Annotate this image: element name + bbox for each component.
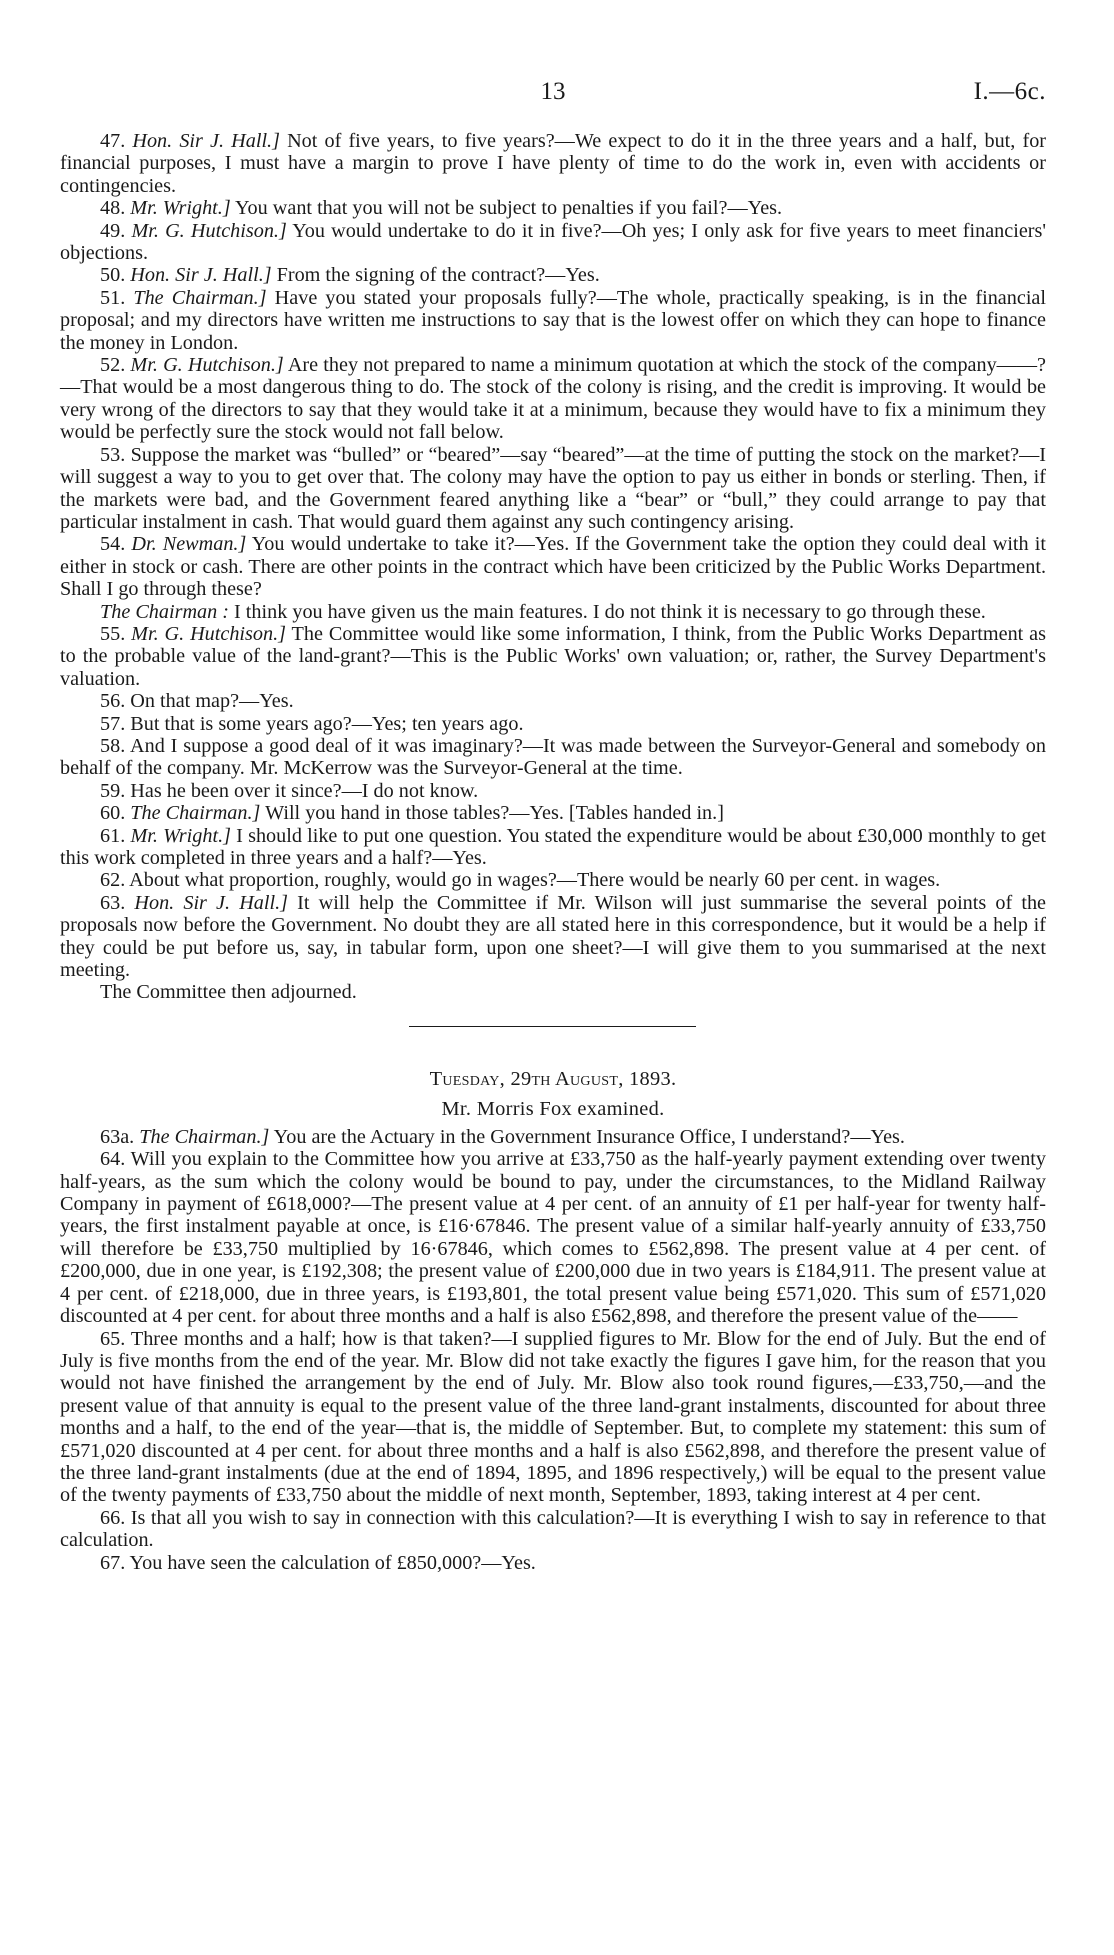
section-break	[60, 1004, 1046, 1044]
speaker: The Chairman.]	[133, 286, 267, 309]
paragraph-text: You want that you will not be subject to penalties if you fail?—Yes.	[230, 197, 783, 220]
paragraph-text: Suppose the market was “bulled” or “beared”—say “beared”—at the time of putting the stock on the market?—I will suggest a way to you to get over that. The colony may have the option to pay us either in bonds or sterling. Then, if the markets were bad, and the Government feared anything like a “bear” or “bull,” they could arrange to pay that particular instalment in cash. That would guard them against any such contingency arising.	[60, 443, 1047, 533]
evidence-paragraph	[60, 780, 1046, 802]
paragraph-text: And I suppose a good deal of it was imaginary?—It was made between the Surveyor-General and somebody on behalf of the company. Mr. McKerrow was the Surveyor-General at the time.	[60, 734, 1046, 780]
evidence-paragraph	[60, 1552, 1046, 1574]
speaker: Mr. G. Hutchison.]	[131, 622, 286, 645]
horizontal-rule	[409, 1026, 696, 1027]
paragraph-text: You would undertake to do it in five?—Oh yes; I only ask for five years to meet financiers' objections.	[60, 219, 1046, 265]
question-number: 52.	[100, 354, 131, 377]
evidence-section-2	[60, 1126, 1046, 1574]
speaker: Mr. Wright.]	[130, 824, 231, 847]
question-number: 62.	[100, 869, 130, 892]
evidence-paragraph	[60, 197, 1046, 219]
question-number: 56.	[100, 690, 131, 713]
evidence-paragraph	[60, 623, 1046, 690]
evidence-paragraph	[60, 130, 1046, 197]
evidence-paragraph	[60, 444, 1046, 534]
evidence-paragraph	[60, 1126, 1046, 1148]
paragraph-text: Will you hand in those tables?—Yes. [Tables handed in.]	[260, 802, 724, 825]
question-number: 60.	[100, 802, 131, 825]
paragraph-text: You are the Actuary in the Government Insurance Office, I understand?—Yes.	[269, 1125, 905, 1148]
question-number: 48.	[100, 197, 131, 220]
evidence-paragraph	[60, 869, 1046, 891]
adjourned-note: The Committee then adjourned.	[100, 981, 357, 1004]
paragraph-text: From the signing of the contract?—Yes.	[271, 264, 600, 287]
evidence-paragraph	[60, 1328, 1046, 1507]
witness-heading	[60, 1098, 1046, 1120]
paragraph-text: On that map?—Yes.	[130, 690, 294, 713]
speaker: The Chairman.]	[130, 802, 261, 825]
question-number: 54.	[100, 533, 132, 556]
question-number: 55.	[100, 622, 132, 645]
page-number: 13	[540, 78, 566, 105]
paragraph-text: Are they not prepared to name a minimum quotation at which the stock of the company——?—That would be a most dangerous thing to do. The stock of the colony is rising, and the credit is improving. It would be very wrong of the directors to say that they would take it at a minimum, because they would have to fix a minimum they would be perfectly sure the stock would not fall below.	[60, 354, 1047, 444]
paragraph-text: Have you stated your proposals fully?—The whole, practically speaking, is in the financial proposal; and my directors have written me instructions to say that is the lowest offer on which they can hope to finance the money in London.	[60, 286, 1047, 354]
evidence-paragraph	[60, 802, 1046, 824]
question-number: 67.	[100, 1551, 130, 1574]
paragraph-text: It will help the Committee if Mr. Wilson will just summarise the several points of the proposals now before the Government. No doubt they are all stated here in this correspondence, but it would be a help if they could be put before us, say, in tabular form, upon one sheet?—I will give them to you summarised at the next meeting.	[60, 891, 1047, 982]
paragraph-text: Not of five years, to five years?—We expect to do it in the three years and a half, but, for financial purposes, I must have a margin to prove I have plenty of time to do the work in, even with accidents or contingencies.	[60, 130, 1047, 197]
evidence-paragraph	[60, 354, 1046, 444]
evidence-paragraph	[60, 735, 1046, 780]
question-number: 63.	[100, 891, 135, 914]
evidence-section-1	[60, 130, 1046, 981]
speaker: Mr. G. Hutchison.]	[130, 354, 284, 377]
paragraph-text: I should like to put one question. You stated the expenditure would be about £30,000 monthly to get this work completed in three years and a half?—Yes.	[60, 824, 1047, 869]
question-number: 59.	[100, 779, 131, 802]
paragraph-text: I think you have given us the main features. I do not think it is necessary to go through these.	[228, 600, 986, 623]
speaker: Hon. Sir J. Hall.]	[132, 130, 280, 152]
speaker: Dr. Newman.]	[131, 533, 247, 556]
evidence-paragraph	[60, 287, 1046, 354]
evidence-paragraph	[60, 601, 1046, 623]
question-number: 53.	[100, 443, 131, 466]
speaker: Hon. Sir J. Hall.]	[130, 264, 272, 287]
page-header	[60, 78, 1046, 112]
speaker: The Chairman :	[100, 600, 229, 623]
evidence-paragraph	[60, 713, 1046, 735]
session-date: Tuesday, 29th August, 1893.	[429, 1067, 677, 1090]
question-number: 63a.	[100, 1125, 140, 1148]
document-body	[60, 130, 1046, 1574]
evidence-paragraph	[60, 533, 1046, 600]
evidence-paragraph	[60, 825, 1046, 870]
document-reference: I.—6c.	[973, 78, 1046, 105]
question-number: 61.	[100, 824, 131, 847]
evidence-paragraph	[60, 892, 1046, 982]
evidence-paragraph	[60, 220, 1046, 265]
paragraph-text: The Committee would like some information, I think, from the Public Works Department as to the probable value of the land-grant?—This is the Public Works' own valuation; or, rather, the Survey Department's valuation.	[60, 622, 1047, 690]
question-number: 64.	[100, 1148, 131, 1171]
question-number: 51.	[100, 286, 134, 309]
paragraph-text: You would undertake to take it?—Yes. If the Government take the option they could deal with it either in stock or cash. There are other points in the contract which have been criticized by the Public Works Department. Shall I go through these?	[60, 533, 1046, 601]
evidence-paragraph	[60, 1148, 1046, 1327]
paragraph-text: You have seen the calculation of £850,000?—Yes.	[129, 1551, 536, 1574]
paragraph-text: But that is some years ago?—Yes; ten years ago.	[130, 712, 524, 735]
paragraph-text: Three months and a half; how is that taken?—I supplied figures to Mr. Blow for the end of July. But the end of July is five months from the end of the year. Mr. Blow did not take exactly the figures I gave him, for the reason that you would not have finished the arrangement by the end of July. Mr. Blow also took round figures,—£33,750,—and the present value of that annuity is equal to the present value of the three land-grant instalments, discounted for about three months and a half, to the end of the year—that is, the middle of September. But, to complete my statement: this sum of £571,020 discounted at 4 per cent. for about three months and a half is also £562,898, and therefore the present value of the three land-grant instalments (due at the end of 1894, 1895, and 1896 respectively,) will be equal to the present value of the twenty payments of £33,750 about the middle of next month, September, 1893, taking interest at 4 per cent.	[60, 1327, 1047, 1507]
paragraph-text: Is that all you wish to say in connection with this calculation?—It is everything I wish to say in reference to that calculation.	[60, 1506, 1046, 1552]
paragraph-text: About what proportion, roughly, would go in wages?—There would be nearly 60 per cent. in wages.	[129, 869, 941, 892]
question-number: 47.	[100, 130, 133, 152]
speaker: Mr. Wright.]	[130, 197, 231, 220]
evidence-paragraph	[60, 264, 1046, 286]
question-number: 49.	[100, 219, 132, 242]
paragraph-text: Has he been over it since?—I do not know.	[130, 779, 479, 802]
evidence-paragraph	[60, 690, 1046, 712]
question-number: 66.	[100, 1506, 131, 1529]
question-number: 65.	[100, 1327, 131, 1350]
evidence-paragraph	[60, 1507, 1046, 1552]
witness-text: Mr. Morris Fox examined.	[441, 1097, 665, 1120]
paragraph-text: Will you explain to the Committee how you arrive at £33,750 as the half-yearly payment extending over twenty half-years, as the sum which the colony would be bound to pay, under the circumstances, to the Midland Railway Company in payment of £618,000?—The present value at 4 per cent. of an annuity of £1 per half-year for twenty half-years, the first instalment payable at once, is £16·67846. The present value of a similar half-yearly annuity of £33,750 will therefore be £33,750 multiplied by 16·67846, which comes to £562,898. The present value at 4 per cent. of £200,000, due in one year, is £192,308; the present value of £200,000 due in two years is £184,911. The present value at 4 per cent. of £218,000, due in three years, is £193,801, the total present value being £571,020. This sum of £571,020 discounted at 4 per cent. for about three months and a half is also £562,898, and therefore the present value of the——	[60, 1148, 1046, 1328]
speaker: Mr. G. Hutchison.]	[131, 219, 287, 242]
speaker: The Chairman.]	[139, 1125, 270, 1148]
question-number: 58.	[100, 734, 131, 757]
question-number: 57.	[100, 712, 131, 735]
question-number: 50.	[100, 264, 131, 287]
speaker: Hon. Sir J. Hall.]	[134, 891, 289, 914]
